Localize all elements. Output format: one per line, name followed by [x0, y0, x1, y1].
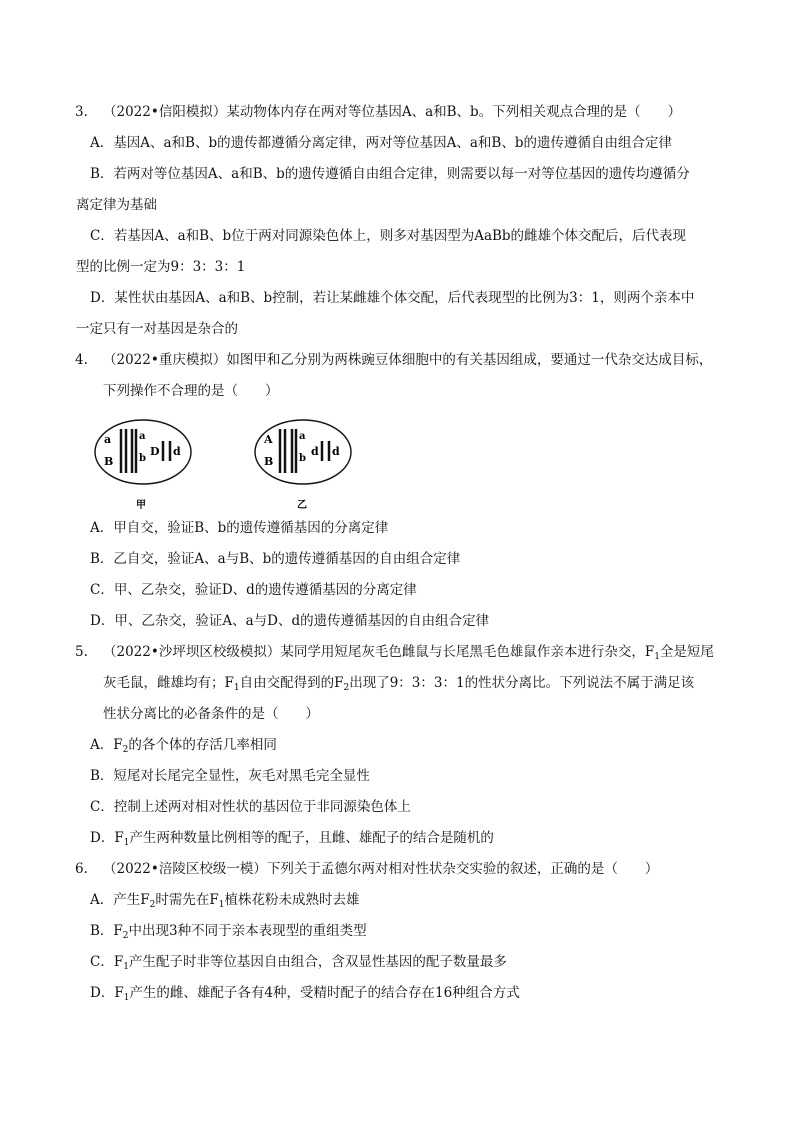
question-5-stem-cont: 性状分离比的必备条件的是（ ） [103, 706, 319, 722]
q5-option-b: B．短尾对长尾完全显性，灰毛对黑毛完全显性 [90, 768, 370, 784]
q6-option-d: D．$F_1$产生的雌、雄配子各有4种，受精时配子的结合存在16种组合方式 [90, 985, 520, 1003]
question-number: 3. [75, 104, 88, 120]
gene-label: D [150, 445, 160, 458]
gene-label: b [299, 453, 306, 464]
question-number: 6. [75, 861, 88, 877]
gene-label: d [173, 445, 181, 458]
gene-label: B [104, 455, 114, 468]
gene-label: A [264, 433, 273, 446]
q3-option-d-cont: 一定只有一对基因是杂合的 [76, 321, 238, 337]
q4-option-b: B．乙自交，验证A、a与B、b的遗传遵循基因的自由组合定律 [90, 551, 461, 567]
question-5-stem-cont: 灰毛鼠，雌雄均有；$F_1$自由交配得到的$F_2$出现了9：3：3：1的性状分离比。下列说法不属于满足该 [103, 675, 695, 693]
q6-option-a: A．产生$F_2$时需先在$F_1$植株花粉未成熟时去雄 [90, 892, 360, 910]
gene-label: b [139, 453, 146, 464]
question-4-stem: 4. （2022•重庆模拟）如图甲和乙分别为两株豌豆体细胞中的有关基因组成，要通过一代杂交达成目标， [75, 352, 713, 368]
q5-option-d: D．$F_1$产生两种数量比例相等的配子，且雌、雄配子的结合是随机的 [90, 830, 494, 848]
question-number: 5. [75, 644, 88, 660]
q4-option-d: D．甲、乙杂交，验证A、a与D、d的遗传遵循基因的自由组合定律 [90, 613, 490, 629]
q3-option-c-cont: 型的比例一定为9：3：3：1 [76, 259, 246, 275]
gene-label: a [139, 431, 146, 442]
cell-name-yi: 乙 [297, 500, 307, 511]
question-5-stem: 5. （2022•沙坪坝区校级模拟）某同学用短尾灰毛色雌鼠与长尾黑毛色雄鼠作亲本进行杂交，$F_1$全是短尾 [75, 644, 714, 662]
q3-option-d: D．某性状由基因A、a和B、b控制，若让某雌雄个体交配，后代表现型的比例为3：1，则两个亲本中 [90, 290, 695, 306]
q4-option-c: C．甲、乙杂交，验证D、d的遗传遵循基因的分离定律 [90, 582, 417, 598]
gene-label: a [104, 433, 112, 446]
gene-label: d [311, 445, 319, 458]
q5-option-c: C．控制上述两对相对性状的基因位于非同源染色体上 [90, 799, 411, 815]
q4-option-a: A．甲自交，验证B、b的遗传遵循基因的分离定律 [90, 520, 389, 536]
question-4-stem-cont: 下列操作不合理的是（ ） [103, 383, 279, 399]
cell-diagram [92, 415, 372, 515]
question-6-stem: 6. （2022•涪陵区校级一模）下列关于孟德尔两对相对性状杂交实验的叙述，正确的是（ ） [75, 861, 659, 877]
gene-label: d [332, 445, 340, 458]
q3-option-a: A．基因A、a和B、b的遗传都遵循分离定律，两对等位基因A、a和B、b的遗传遵循自由组合定律 [90, 135, 672, 151]
q3-option-c: C．若基因A、a和B、b位于两对同源染色体上，则多对基因型为AaBb的雌雄个体交配后，后代表现 [90, 228, 687, 244]
q5-option-a: A．$F_2$的各个体的存活几率相同 [90, 737, 277, 755]
q6-option-b: B．$F_2$中出现3种不同于亲本表现型的重组类型 [90, 923, 367, 941]
cell-name-jia: 甲 [136, 500, 146, 511]
question-3-stem: 3. （2022•信阳模拟）某动物体内存在两对等位基因A、a和B、b。下列相关观点合理的是（ ） [75, 104, 682, 120]
gene-label: B [264, 455, 274, 468]
q6-option-c: C．$F_1$产生配子时非等位基因自由组合，含双显性基因的配子数量最多 [90, 954, 507, 972]
q3-option-b: B．若两对等位基因A、a和B、b的遗传遵循自由组合定律，则需要以每一对等位基因的遗传均遵循分 [90, 166, 690, 182]
q3-option-b-cont: 离定律为基础 [76, 197, 157, 213]
gene-label: a [299, 431, 306, 442]
question-number: 4. [75, 352, 88, 368]
